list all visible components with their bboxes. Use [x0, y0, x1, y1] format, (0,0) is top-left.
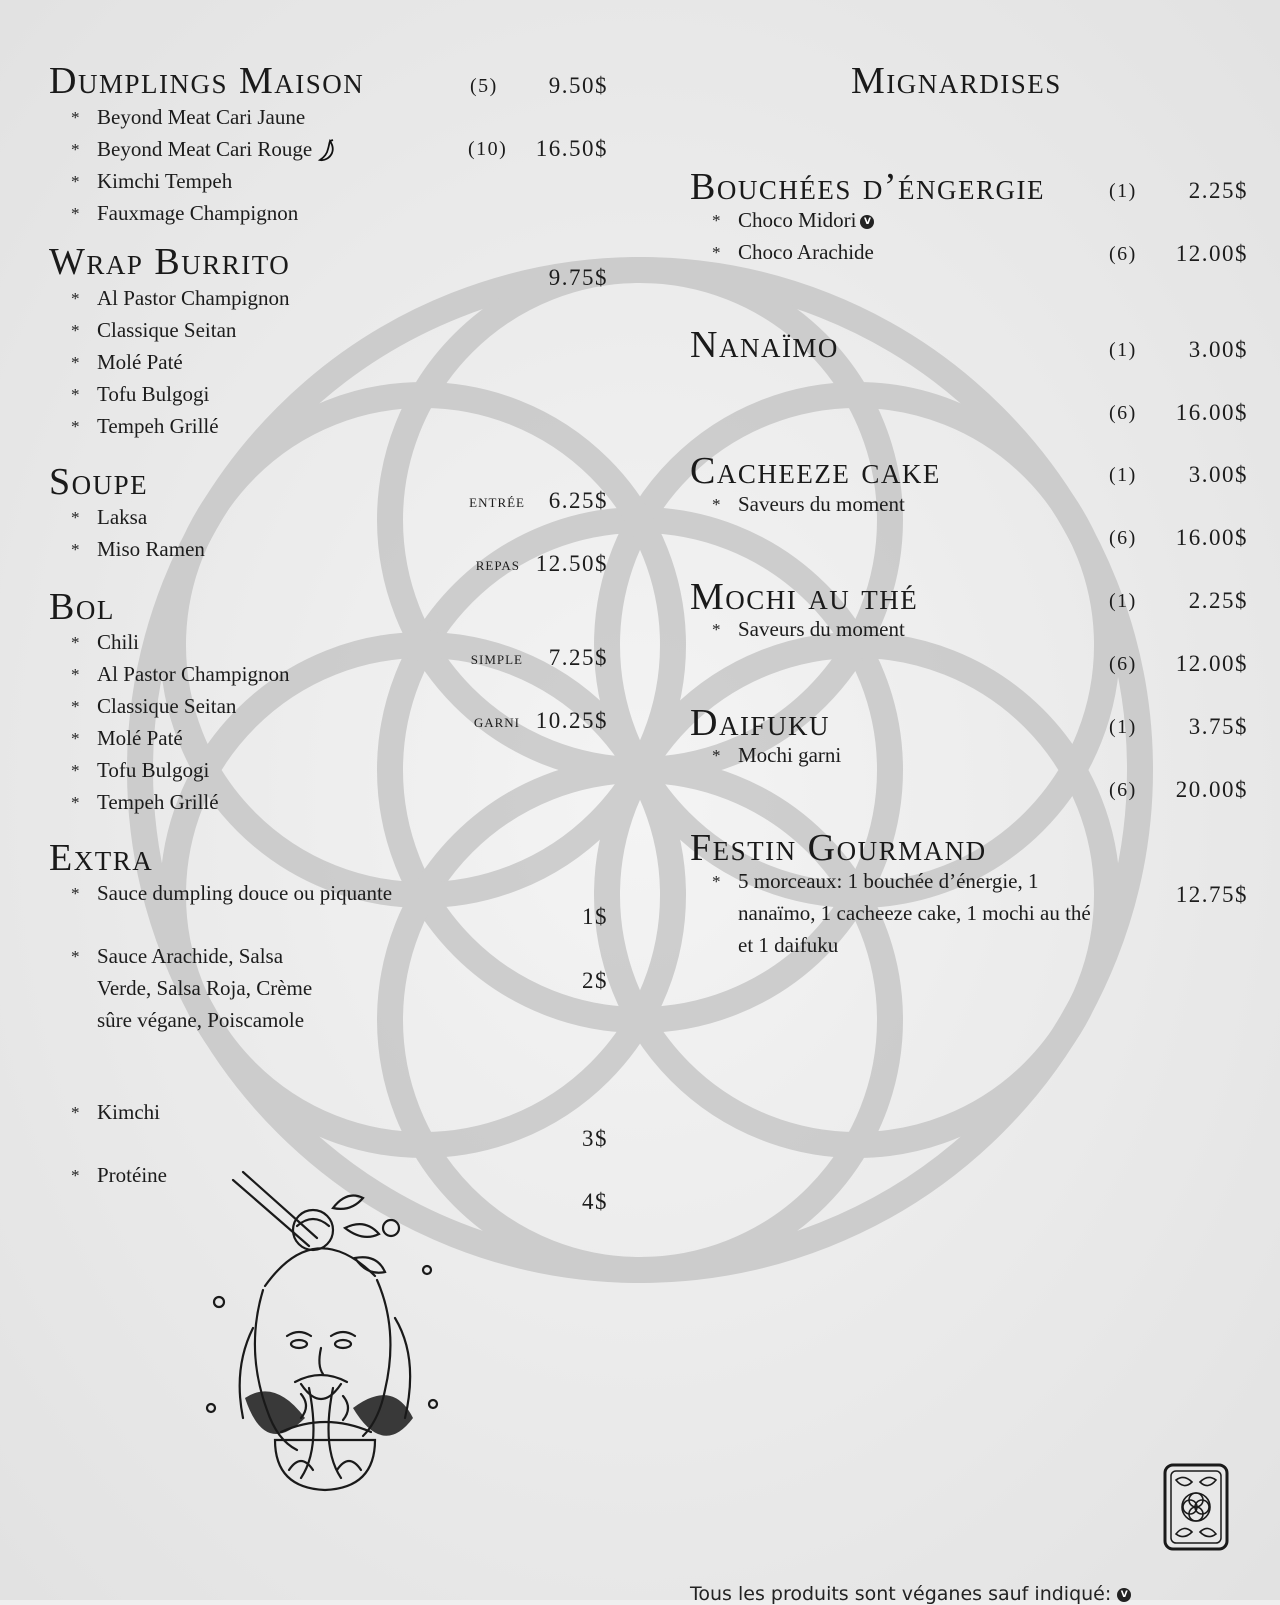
cacheeze-price-single: 3.00$	[1188, 462, 1248, 487]
extra-title: Extra	[49, 837, 154, 879]
dumplings-price-large: 16.50$	[535, 136, 608, 161]
list-item: * Mochi garni	[690, 739, 841, 771]
bouchees-price-six: 12.00$	[1175, 241, 1248, 266]
festin-title: Festin Gourmand	[690, 827, 987, 869]
extra-price-3: 3$	[582, 1126, 608, 1151]
extra-price-4: 4$	[582, 1189, 608, 1214]
list-item: * Beyond Meat Cari Jaune	[49, 101, 338, 133]
cacheeze-qty-six: (6)	[1109, 527, 1137, 549]
list-item: * Fauxmage Champignon	[49, 197, 338, 229]
soupe-list	[49, 501, 205, 565]
extra-item-sauce-dumpling: * Sauce dumpling douce ou piquante	[71, 881, 393, 905]
extra-item-proteine: * Protéine	[71, 1163, 167, 1187]
soupe-price-repas: 12.50$	[535, 551, 608, 576]
mochi-qty-six: (6)	[1109, 653, 1137, 675]
soupe-label-entree: entrée	[469, 491, 525, 512]
bouchees-list	[690, 204, 874, 268]
festin-description: * 5 morceaux: 1 bouchée d’énergie, 1 nanaïmo, 1 cacheeze cake, 1 mochi au thé et 1 daifuku	[712, 869, 1091, 957]
list-item: * Saveurs du moment	[690, 613, 905, 645]
dumplings-qty-small: (5)	[470, 75, 498, 97]
list-item: * Tempeh Grillé	[49, 786, 290, 818]
mascot-illustration	[205, 1168, 445, 1508]
extra-price-2: 2$	[582, 968, 608, 993]
list-item: * Choco Arachide	[690, 236, 874, 268]
list-item: * Classique Seitan	[49, 690, 290, 722]
non-vegan-icon: V	[1117, 1588, 1131, 1602]
daifuku-price-single: 3.75$	[1188, 714, 1248, 739]
cacheeze-qty-single: (1)	[1109, 464, 1137, 486]
bol-label-garni: garni	[473, 711, 520, 732]
list-item: * Saveurs du moment	[690, 488, 905, 520]
list-item: * Kimchi Tempeh	[49, 165, 338, 197]
bol-price-simple: 7.25$	[548, 645, 608, 670]
list-item: * Molé Paté	[49, 346, 290, 378]
dumplings-price-small: 9.50$	[548, 73, 608, 98]
soupe-label-repas: repas	[475, 554, 520, 575]
bol-list	[49, 626, 290, 818]
daifuku-qty-single: (1)	[1109, 716, 1137, 738]
list-item: * Classique Seitan	[49, 314, 290, 346]
list-item: * Al Pastor Champignon	[49, 282, 290, 314]
nanaimo-qty-single: (1)	[1109, 339, 1137, 361]
cacheeze-title: Cacheeze cake	[690, 450, 941, 492]
pepper-icon	[316, 139, 338, 163]
dumplings-title: Dumplings Maison	[49, 60, 365, 102]
nanaimo-price-single: 3.00$	[1188, 337, 1248, 362]
wrap-title: Wrap Burrito	[49, 241, 291, 283]
extra-item-kimchi: * Kimchi	[71, 1100, 160, 1124]
mochi-price-six: 12.00$	[1175, 651, 1248, 676]
wrap-price: 9.75$	[548, 265, 608, 290]
festin-price: 12.75$	[1175, 882, 1248, 907]
nanaimo-price-six: 16.00$	[1175, 400, 1248, 425]
mignardises-title: Mignardises	[851, 60, 1062, 102]
bol-title: Bol	[49, 586, 115, 628]
list-item: * Molé Paté	[49, 722, 290, 754]
list-item: * Laksa	[49, 501, 205, 533]
soupe-price-entree: 6.25$	[548, 488, 608, 513]
bouchees-qty-six: (6)	[1109, 243, 1137, 265]
daifuku-price-six: 20.00$	[1175, 777, 1248, 802]
mochi-title: Mochi au thé	[690, 576, 919, 618]
wrap-list	[49, 282, 290, 442]
dumplings-qty-large: (10)	[468, 138, 508, 160]
extra-price-1: 1$	[582, 904, 608, 929]
mochi-price-single: 2.25$	[1188, 588, 1248, 613]
dumplings-list	[49, 101, 338, 229]
nanaimo-title: Nanaïmo	[690, 324, 839, 366]
daifuku-list	[690, 739, 841, 771]
non-vegan-icon: V	[860, 215, 874, 229]
list-item: * Beyond Meat Cari Rouge	[49, 133, 338, 165]
list-item: * Miso Ramen	[49, 533, 205, 565]
list-item: * Tofu Bulgogi	[49, 378, 290, 410]
daifuku-qty-six: (6)	[1109, 779, 1137, 801]
footer-note: Tous les produits sont véganes sauf indiqué: V	[690, 1583, 1131, 1605]
list-item: * Al Pastor Champignon	[49, 658, 290, 690]
mochi-qty-single: (1)	[1109, 590, 1137, 612]
bol-price-garni: 10.25$	[535, 708, 608, 733]
list-item: * Tofu Bulgogi	[49, 754, 290, 786]
cacheeze-list	[690, 488, 905, 520]
mochi-list	[690, 613, 905, 645]
extra-item-sauces: * Sauce Arachide, Salsa Verde, Salsa Roja, Crème sûre végane, Poiscamole	[71, 944, 313, 1032]
soupe-title: Soupe	[49, 461, 149, 503]
nanaimo-qty-six: (6)	[1109, 402, 1137, 424]
cacheeze-price-six: 16.00$	[1175, 525, 1248, 550]
daifuku-title: Daifuku	[690, 702, 830, 744]
bol-label-simple: simple	[470, 648, 523, 669]
bouchees-title: Bouchées d’éngergie	[690, 166, 1045, 208]
list-item: * Chili	[49, 626, 290, 658]
bouchees-price-single: 2.25$	[1188, 178, 1248, 203]
bouchees-qty-single: (1)	[1109, 180, 1137, 202]
list-item: * Tempeh Grillé	[49, 410, 290, 442]
list-item: * Choco Midori V	[690, 204, 874, 236]
logo-emblem	[1162, 1462, 1230, 1552]
